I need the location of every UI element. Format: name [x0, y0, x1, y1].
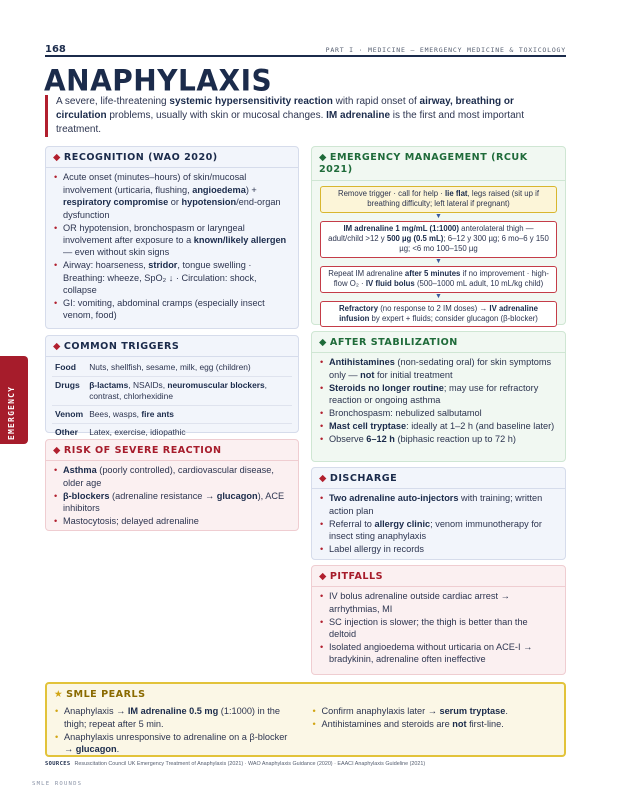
- step-emphasis: 500 µg (0.5 mL): [386, 234, 444, 244]
- list-item: [320, 492, 557, 517]
- list-item: [320, 382, 557, 407]
- item-text: Anaphylaxis →: [64, 706, 128, 717]
- step-text: ; 6–12 y 300 µg; 6 mo–6 y 150 µg; <6 mo 100–150 µg: [399, 234, 549, 254]
- discharge-list: [312, 489, 565, 560]
- list-item: [55, 705, 299, 730]
- management-flowchart: [312, 181, 565, 332]
- flow-step: [320, 221, 557, 258]
- recognition-list: [46, 168, 298, 326]
- item-emphasis: glucagon: [216, 490, 258, 501]
- step-text: (500–1000 mL adult, 10 mL/kg child): [414, 279, 544, 289]
- list-item: [313, 718, 557, 730]
- pitfalls-box: [311, 565, 566, 675]
- item-text: Antihistamines and steroids are: [321, 719, 453, 730]
- trigger-value: [86, 359, 292, 377]
- page-title: ANAPHYLAXIS: [44, 63, 273, 98]
- trigger-key: Other: [55, 427, 78, 438]
- list-item: [54, 297, 290, 322]
- list-item: [320, 356, 557, 381]
- cell-text: Nuts, shellfish, sesame, milk, egg (children): [89, 362, 251, 373]
- item-text: (non-sedating oral) for skin symptoms only —: [329, 357, 552, 380]
- item-text: (poorly controlled), cardiovascular disease, older age: [63, 465, 274, 488]
- item-text: /end-organ dysfunction: [63, 197, 281, 220]
- step-emphasis: after 5 minutes: [404, 268, 461, 278]
- table-row: [52, 377, 292, 406]
- discharge-heading: [312, 468, 565, 489]
- list-item: [54, 464, 290, 489]
- pearls-box: [45, 682, 566, 757]
- cell-emphasis: neuromuscular blockers: [167, 380, 265, 391]
- pearls-heading: [47, 684, 564, 704]
- pearls-columns: [47, 704, 564, 760]
- intro-emphasis: airway, breathing or circulation: [56, 96, 514, 121]
- item-emphasis: Antihistamines: [329, 357, 395, 368]
- list-item: [320, 543, 557, 555]
- cell-emphasis: fire ants: [141, 409, 174, 420]
- trigger-key: Venom: [52, 406, 86, 424]
- step-text: , legs raised (sit up if breathing difficulty; left lateral if pregnant): [367, 188, 540, 209]
- item-text: Label allergy in records: [329, 544, 424, 555]
- item-emphasis: stridor: [148, 260, 178, 271]
- cell-text: , contrast, chlorhexidine: [89, 380, 267, 402]
- item-text: (1:1000) in the thigh; repeat after 5 min.: [64, 706, 281, 729]
- diamond-icon: ◆: [53, 341, 61, 352]
- list-item: [320, 420, 557, 432]
- arrow-down-icon: ▼: [435, 257, 442, 265]
- management-box: [311, 146, 566, 325]
- item-emphasis: IM adrenaline 0.5 mg: [127, 706, 219, 717]
- pitfalls-list: [312, 587, 565, 670]
- item-text: Confirm anaphylaxis later →: [321, 706, 440, 717]
- item-emphasis: angioedema: [192, 184, 246, 195]
- item-text: Observe: [329, 433, 367, 444]
- intro-paragraph: [45, 95, 566, 137]
- risk-heading-text: RISK OF SEVERE REACTION: [63, 445, 222, 456]
- triggers-box: [45, 335, 299, 438]
- discharge-box: [311, 467, 566, 560]
- item-text: first-line.: [466, 719, 504, 730]
- list-item: [54, 259, 290, 296]
- trigger-value: [86, 406, 292, 424]
- after-stabilization-box: [311, 331, 566, 462]
- diamond-icon: ◆: [319, 337, 327, 348]
- step-text: if no improvement · high-flow O₂ ·: [333, 268, 549, 289]
- item-emphasis: Steroids no longer routine: [329, 382, 444, 393]
- flow-step: [320, 186, 557, 213]
- diamond-icon: ◆: [319, 473, 327, 484]
- list-item: [320, 641, 557, 666]
- trigger-key: Food: [52, 359, 86, 377]
- item-emphasis: not: [360, 369, 375, 380]
- list-item: [54, 515, 290, 527]
- item-text: for initial treatment: [374, 369, 453, 380]
- list-item: [320, 616, 557, 641]
- sources-line: [45, 761, 425, 767]
- pitfalls-heading: [312, 566, 565, 587]
- step-text: (no response to 2 IM doses) →: [378, 303, 490, 313]
- item-text: ), ACE inhibitors: [63, 490, 285, 514]
- cell-text: Bees, wasps,: [89, 409, 142, 420]
- discharge-heading-text: DISCHARGE: [329, 473, 398, 484]
- item-text: .: [116, 744, 120, 755]
- star-icon: ★: [54, 689, 64, 700]
- cell-emphasis: β-lactams: [89, 380, 129, 391]
- recognition-heading-text: RECOGNITION (WAO 2020): [63, 152, 218, 163]
- item-text: .: [505, 706, 508, 717]
- list-item: [54, 490, 290, 515]
- item-text: ; may use for refractory reaction or ongoing asthma: [329, 382, 539, 406]
- intro-emphasis: IM adrenaline: [326, 110, 391, 121]
- management-heading-text: EMERGENCY MANAGEMENT (RCUK 2021): [319, 152, 528, 176]
- item-text: — even without skin signs: [63, 247, 170, 258]
- step-emphasis: Refractory: [339, 303, 379, 313]
- pitfalls-heading-text: PITFALLS: [329, 571, 384, 582]
- triggers-table: [52, 359, 292, 441]
- item-text: SC injection is slower; the thigh is better than the deltoid: [329, 616, 528, 640]
- intro-text: with rapid onset of: [332, 96, 420, 107]
- item-text: Anaphylaxis unresponsive to adrenaline on a β-blocker →: [64, 731, 288, 755]
- list-item: [320, 433, 557, 445]
- after-list: [312, 353, 565, 449]
- after-heading-text: AFTER STABILIZATION: [329, 337, 458, 348]
- page-number: 168: [45, 44, 66, 55]
- side-tab-label: EMERGENCY: [7, 385, 16, 440]
- item-emphasis: 6–12 h: [366, 433, 395, 444]
- step-text: Remove trigger · call for help ·: [337, 188, 445, 198]
- arrow-down-icon: ▼: [435, 212, 442, 220]
- step-emphasis: IM adrenaline 1 mg/mL (1:1000): [343, 223, 459, 233]
- footer-brand: SMLE ROUNDS: [32, 781, 83, 787]
- item-text: or: [168, 197, 182, 208]
- item-text: ) +: [245, 184, 257, 195]
- triggers-heading: [46, 336, 298, 357]
- step-emphasis: IV fluid bolus: [365, 279, 415, 289]
- part-heading: PART I · MEDICINE — EMERGENCY MEDICINE & TOXICOLOGY: [325, 46, 566, 54]
- management-heading: [312, 147, 565, 181]
- item-text: ; venom immunotherapy for insect sting anaphylaxis: [329, 518, 542, 542]
- item-emphasis: hypotension: [181, 197, 237, 208]
- item-text: Mastocytosis; delayed adrenaline: [63, 516, 199, 527]
- risk-list: [46, 461, 298, 532]
- recognition-box: [45, 146, 299, 329]
- pearls-right-list: [313, 705, 557, 756]
- list-item: [55, 731, 299, 756]
- item-emphasis: known/likely allergen: [193, 234, 287, 245]
- pearls-heading-text: SMLE PEARLS: [66, 689, 146, 700]
- section-side-tab: [0, 356, 28, 444]
- diamond-icon: ◆: [319, 152, 327, 163]
- list-item: [313, 705, 557, 717]
- item-emphasis: respiratory compromise: [63, 197, 169, 208]
- list-item: [54, 222, 290, 259]
- list-item: [54, 171, 290, 221]
- item-text: GI: vomiting, abdominal cramps (especially insect venom, food): [63, 297, 265, 321]
- step-text: Repeat IM adrenaline: [328, 268, 405, 278]
- item-emphasis: Two adrenaline auto-injectors: [329, 493, 459, 504]
- table-row: [52, 406, 292, 424]
- item-text: Isolated angioedema without urticaria on ACE-I → bradykinin, adrenaline often ineffective: [329, 642, 533, 665]
- item-emphasis: Mast cell tryptase: [329, 420, 407, 431]
- item-emphasis: glucagon: [75, 744, 117, 755]
- trigger-value: [86, 377, 292, 406]
- item-emphasis: Asthma: [63, 465, 97, 476]
- step-emphasis: IV adrenaline infusion: [339, 303, 538, 324]
- trigger-key: Drugs: [52, 377, 86, 406]
- item-text: OR hypotension, bronchospasm or laryngeal involvement after exposure to a: [63, 222, 245, 245]
- sources-label: SOURCES: [45, 761, 71, 767]
- list-item: [320, 590, 557, 615]
- intro-text: A severe, life-threatening: [56, 96, 170, 107]
- diamond-icon: ◆: [319, 571, 327, 582]
- triggers-heading-text: COMMON TRIGGERS: [63, 341, 180, 352]
- cell-text: , NSAIDs,: [128, 380, 168, 391]
- item-text: Airway: hoarseness,: [63, 260, 149, 271]
- intro-emphasis: systemic hypersensitivity reaction: [169, 96, 333, 107]
- item-text: with training; written action plan: [329, 493, 543, 516]
- step-emphasis: lie flat: [444, 188, 468, 198]
- item-emphasis: allergy clinic: [374, 518, 431, 529]
- item-text: , tongue swelling · Breathing: wheeze, SpO₂ ↓ · Circulation: shock, collapse: [63, 260, 257, 296]
- table-row: [52, 359, 292, 377]
- item-text: Acute onset (minutes–hours) of skin/mucosal involvement (urticaria, flushing,: [63, 172, 247, 195]
- diamond-icon: ◆: [53, 152, 61, 163]
- item-text: IV bolus adrenaline outside cardiac arrest → arrhythmias, MI: [329, 591, 510, 614]
- item-text: (biphasic reaction up to 72 h): [394, 433, 516, 444]
- header-rule: [45, 55, 566, 57]
- item-text: : ideally at 1–2 h (and baseline later): [406, 420, 555, 431]
- flow-step: [320, 266, 557, 293]
- sources-text: Resuscitation Council UK Emergency Treatment of Anaphylaxis (2021) · WAO Anaphylaxis Guidance (2020) · EAACI Anaphylaxis Guideline (2021): [74, 761, 426, 767]
- list-item: [320, 407, 557, 419]
- step-text: anterolateral thigh — adult/child >12 y: [328, 223, 534, 244]
- recognition-heading: [46, 147, 298, 168]
- risk-heading: [46, 440, 298, 461]
- item-text: Bronchospasm: nebulized salbutamol: [329, 408, 482, 419]
- item-emphasis: serum tryptase: [439, 706, 506, 717]
- risk-box: [45, 439, 299, 531]
- step-text: by expert + fluids; consider glucagon (β-blocker): [369, 314, 538, 324]
- intro-text: problems, usually with skin or mucosal changes.: [106, 110, 327, 121]
- cell-text: Latex, exercise, idiopathic: [89, 427, 186, 438]
- item-emphasis: not: [452, 719, 467, 730]
- item-text: (adrenaline resistance →: [109, 490, 217, 501]
- diamond-icon: ◆: [53, 445, 61, 456]
- flow-step: [320, 301, 557, 328]
- list-item: [320, 518, 557, 543]
- intro-text: is the first and most important treatment.: [56, 110, 524, 135]
- arrow-down-icon: ▼: [435, 292, 442, 300]
- pearls-left-list: [55, 705, 299, 756]
- item-text: Referral to: [329, 518, 375, 529]
- item-emphasis: β-blockers: [63, 490, 110, 501]
- after-heading: [312, 332, 565, 353]
